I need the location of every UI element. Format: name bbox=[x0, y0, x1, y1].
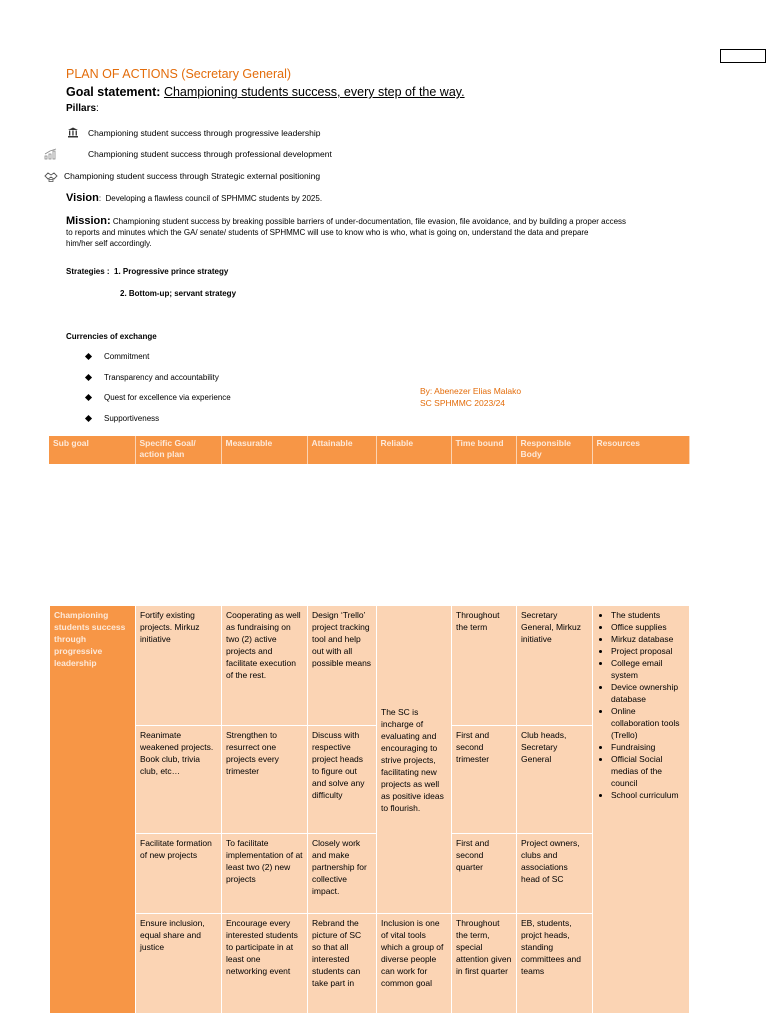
table-cell: Inclusion is one of vital tools which a group of diverse people can work for common goal bbox=[377, 914, 452, 1014]
mission-line: him/her self accordingly. bbox=[66, 239, 152, 248]
mission-paragraph bbox=[66, 216, 716, 249]
mission-label: Mission: bbox=[66, 215, 111, 227]
resource-item: Fundraising bbox=[611, 741, 685, 753]
table-cell: Facilitate formation of new projects bbox=[136, 834, 222, 914]
table-cell: Design ‘Trello’ project tracking tool and help out with all possible means bbox=[308, 606, 377, 726]
goal-label: Goal statement: bbox=[66, 85, 161, 99]
resource-item: Mirkuz database bbox=[611, 633, 685, 645]
column-header: Time bound bbox=[451, 436, 516, 464]
table-cell: To facilitate implementation of at least two (2) new projects bbox=[222, 834, 308, 914]
resource-item: Device ownership database bbox=[611, 681, 685, 705]
resource-item: College email system bbox=[611, 657, 685, 681]
column-header: Responsible Body bbox=[516, 436, 592, 464]
currency-text: Transparency and accountability bbox=[104, 373, 219, 382]
pillar-item bbox=[44, 148, 332, 160]
table-cell: Club heads, Secretary General bbox=[517, 726, 593, 834]
pillars-heading bbox=[66, 103, 99, 114]
column-header: Sub goal bbox=[49, 436, 135, 464]
pillar-text: Championing student success through progressive leadership bbox=[88, 128, 321, 138]
resource-item: Official Social medias of the council bbox=[611, 753, 685, 789]
currency-item bbox=[86, 373, 219, 382]
vision-text: Developing a flawless council of SPHMMC students by 2025. bbox=[105, 194, 323, 203]
mission-line: Championing student success by breaking possible barriers of under-documentation, file evasion, file avoidance, and by building a proper access bbox=[112, 217, 627, 226]
handshake-icon bbox=[44, 170, 58, 182]
strategies-line bbox=[66, 267, 228, 276]
table-row bbox=[50, 606, 690, 726]
currency-text: Supportiveness bbox=[104, 414, 160, 423]
subgoal-cell: Championing students success through progressive leadership bbox=[50, 606, 136, 1014]
resource-item: Office supplies bbox=[611, 621, 685, 633]
table-cell: Encourage every interested students to participate in at least one networking event bbox=[222, 914, 308, 1014]
vision-label: Vision bbox=[66, 192, 99, 204]
column-header: Measurable bbox=[221, 436, 307, 464]
bullet-diamond-icon bbox=[85, 394, 92, 401]
pillar-text: Championing student success through professional development bbox=[88, 149, 332, 159]
resources-cell bbox=[593, 606, 690, 1014]
table-cell: Throughout the term, special attention given in first quarter bbox=[452, 914, 517, 1014]
document-title: PLAN OF ACTIONS (Secretary General) bbox=[66, 67, 292, 81]
resource-item: Online collaboration tools (Trello) bbox=[611, 705, 685, 741]
pillar-item bbox=[44, 170, 320, 182]
currency-text: Quest for excellence via experience bbox=[104, 393, 231, 402]
resource-item: School curriculum bbox=[611, 789, 685, 801]
column-header: Attainable bbox=[307, 436, 376, 464]
plan-table-body bbox=[49, 605, 690, 1014]
corner-box bbox=[720, 49, 766, 63]
vision-line bbox=[66, 193, 322, 204]
table-cell: Strengthen to resurrect one projects every trimester bbox=[222, 726, 308, 834]
pillar-item bbox=[66, 127, 320, 139]
author-byline bbox=[420, 385, 521, 409]
pillars-label: Pillars bbox=[66, 103, 97, 114]
byline-author: By: Abenezer Elias Malako bbox=[420, 386, 522, 396]
table-cell: First and second quarter bbox=[452, 834, 517, 914]
table-cell: EB, students, projct heads, standing committees and teams bbox=[517, 914, 593, 1014]
currency-item bbox=[86, 352, 149, 361]
strategies-label: Strategies : bbox=[66, 267, 110, 276]
column-header: Resources bbox=[592, 436, 689, 464]
table-cell: Project owners, clubs and associations head of SC bbox=[517, 834, 593, 914]
table-cell: Ensure inclusion, equal share and justice bbox=[136, 914, 222, 1014]
resources-list bbox=[597, 609, 685, 801]
column-header: Specific Goal/ action plan bbox=[135, 436, 221, 464]
table-cell: Throughout the term bbox=[452, 606, 517, 726]
bullet-diamond-icon bbox=[85, 374, 92, 381]
pillars-colon: : bbox=[96, 103, 99, 114]
reliable-merged-cell: The SC is incharge of evaluating and encouraging to strive projects, facilitating new projects as well as positive ideas to flourish. bbox=[377, 606, 452, 914]
table-cell: Discuss with respective project heads to figure out and solve any difficulty bbox=[308, 726, 377, 834]
building-columns-icon bbox=[66, 127, 80, 139]
table-cell: Reanimate weakened projects. Book club, trivia club, etc… bbox=[136, 726, 222, 834]
growth-chart-icon bbox=[44, 148, 58, 160]
bullet-diamond-icon bbox=[85, 353, 92, 360]
goal-text: Championing students success, every step of the way. bbox=[163, 85, 465, 99]
byline-org: SC SPHMMC 2023/24 bbox=[420, 398, 506, 408]
currency-item bbox=[86, 414, 159, 423]
mission-line: to reports and minutes which the GA/ senate/ students of SPHMMC will use to know who is who, what is going on, understand the data and prepare bbox=[66, 228, 589, 237]
table-cell: Cooperating as well as fundraising on two (2) active projects and facilitate execution of the rest. bbox=[222, 606, 308, 726]
currencies-heading: Currencies of exchange bbox=[66, 332, 157, 341]
bullet-diamond-icon bbox=[85, 415, 92, 422]
goal-statement bbox=[66, 85, 465, 99]
table-cell: Rebrand the picture of SC so that all interested students can take part in bbox=[308, 914, 377, 1014]
resource-item: The students bbox=[611, 609, 685, 621]
table-cell: First and second trimester bbox=[452, 726, 517, 834]
resource-item: Project proposal bbox=[611, 645, 685, 657]
vision-colon: : bbox=[98, 194, 102, 203]
pillar-text: Championing student success through Strategic external positioning bbox=[64, 171, 321, 181]
strategy-item: 1. Progressive prince strategy bbox=[114, 267, 229, 276]
table-cell: Fortify existing projects. Mirkuz initiative bbox=[136, 606, 222, 726]
currency-text: Commitment bbox=[104, 352, 150, 361]
table-cell: Secretary General, Mirkuz initiative bbox=[517, 606, 593, 726]
table-cell: Closely work and make partnership for collective impact. bbox=[308, 834, 377, 914]
plan-table-header bbox=[49, 436, 690, 464]
column-header: Reliable bbox=[376, 436, 451, 464]
strategy-item: 2. Bottom-up; servant strategy bbox=[120, 289, 237, 298]
currency-item bbox=[86, 393, 231, 402]
header-row bbox=[49, 436, 689, 464]
